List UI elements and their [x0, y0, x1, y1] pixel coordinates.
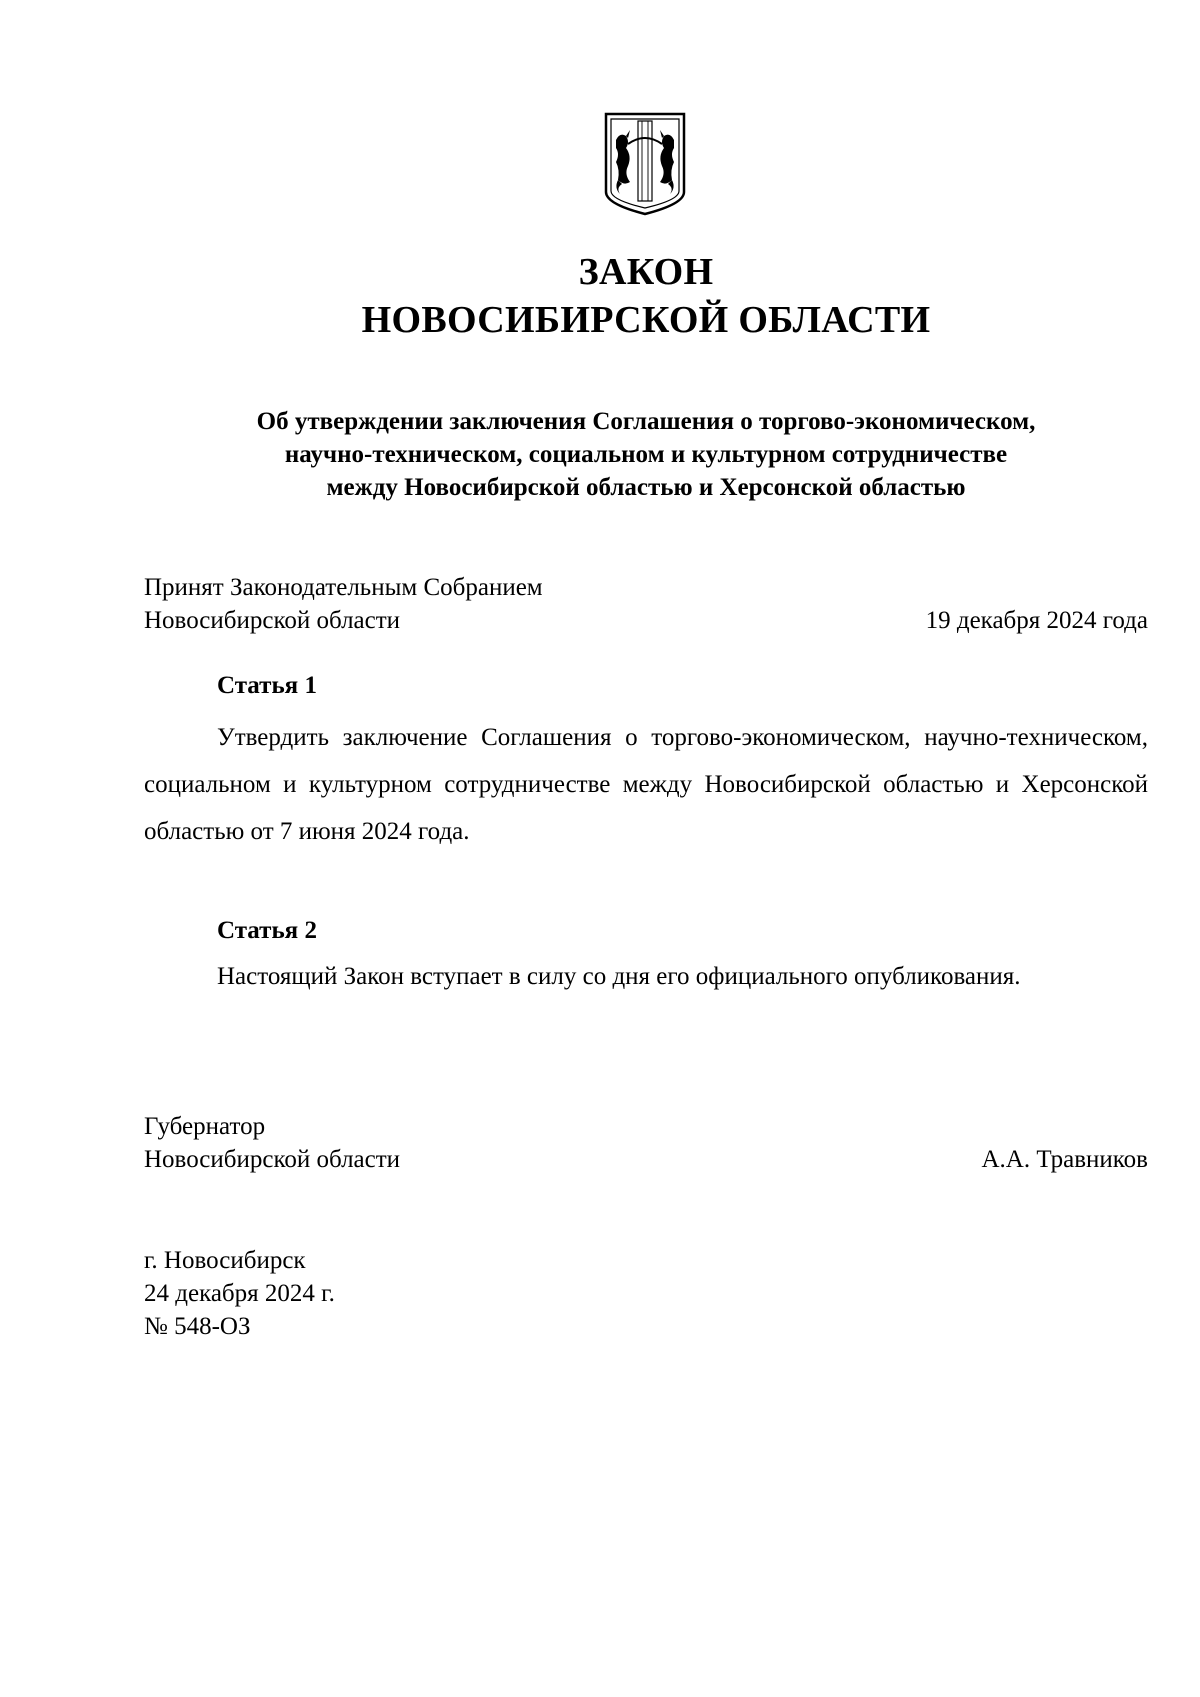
adoption-line2-row	[144, 604, 1148, 637]
article-1-heading: Статья 1	[217, 672, 317, 699]
law-number: № 548-ОЗ	[144, 1313, 251, 1340]
article-2-heading: Статья 2	[217, 917, 317, 944]
signatory-title-line1: Губернатор	[144, 1113, 266, 1140]
signature-block	[144, 1110, 1148, 1176]
coat-of-arms-icon	[604, 112, 686, 216]
document-title-line1: ЗАКОН	[578, 251, 714, 293]
adoption-block	[144, 571, 1148, 637]
article-2-text: Настоящий Закон вступает в силу со дня его официального опубликования.	[217, 963, 1021, 990]
law-subject-line: научно-техническом, социальном и культурном сотрудничестве	[284, 441, 1008, 468]
adoption-date: 19 декабря 2024 года	[925, 607, 1148, 634]
signatory-row	[144, 1143, 1148, 1176]
document-footer	[144, 1244, 335, 1343]
signed-date: 24 декабря 2024 г.	[144, 1280, 335, 1307]
place: г. Новосибирск	[144, 1247, 306, 1274]
law-subject-line: Об утверждении заключения Соглашения о торгово-экономическом,	[256, 408, 1036, 435]
signatory-title-line2: Новосибирской области	[144, 1146, 401, 1173]
law-subject-line: между Новосибирской областью и Херсонской областью	[326, 474, 966, 501]
adoption-line1: Принят Законодательным Собранием	[144, 574, 543, 601]
article-1-text: Утвердить заключение Соглашения о торгово-экономическом, научно-техническом, социальном и культурном сотрудничестве между Новосибирской областью и Херсонской областью от 7 июня 2024 года.	[144, 724, 1148, 845]
law-subject	[257, 405, 1036, 504]
signatory-name: А.А. Травников	[981, 1146, 1148, 1173]
adoption-line2: Новосибирской области	[144, 607, 401, 634]
document-title-line2: НОВОСИБИРСКОЙ ОБЛАСТИ	[361, 299, 931, 341]
